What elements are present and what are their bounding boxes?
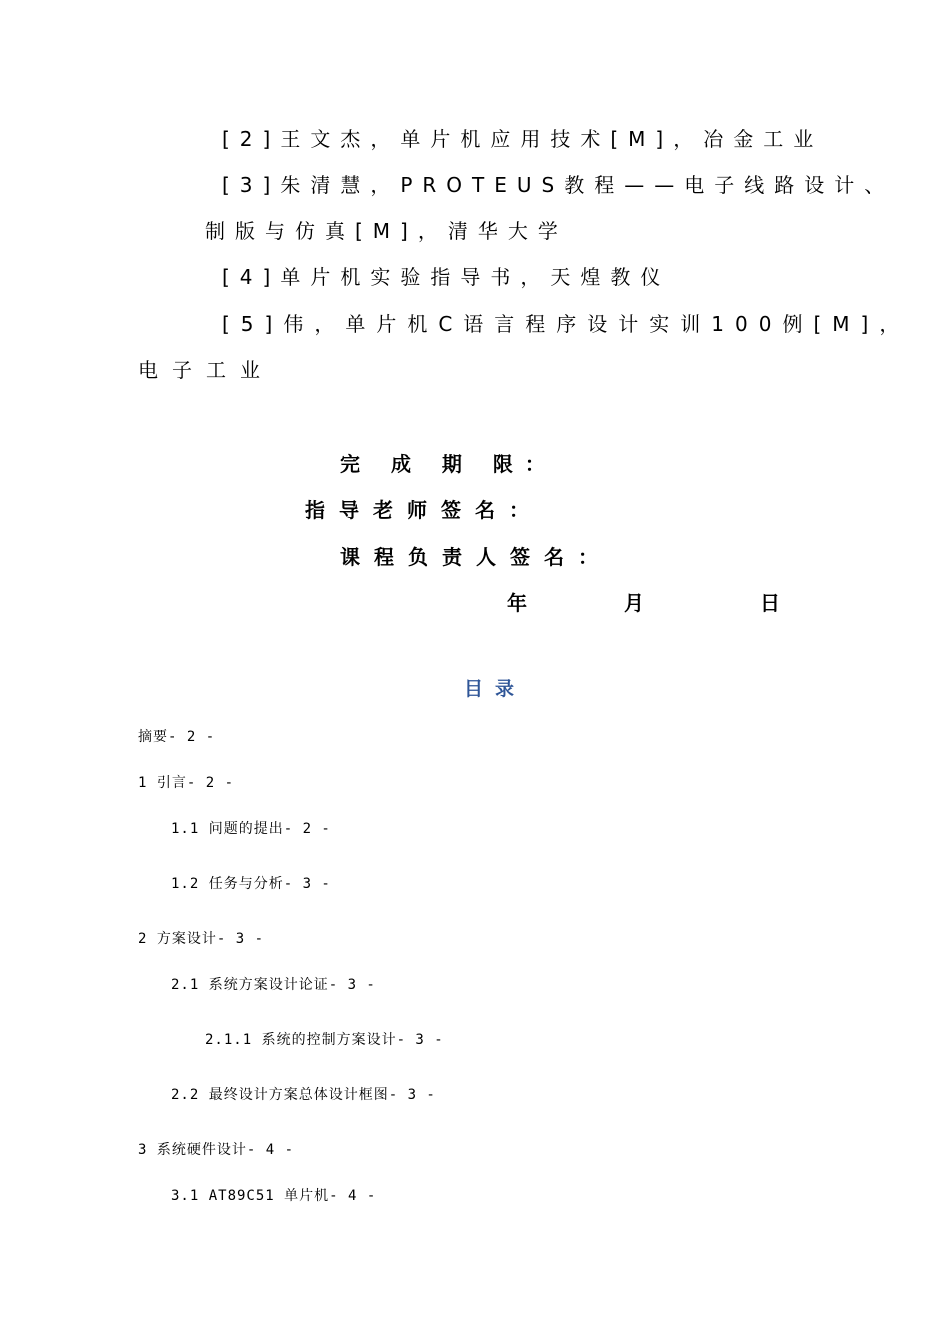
toc-entry[interactable]: 1.2 任务与分析- 3 - — [171, 876, 331, 892]
toc-entry[interactable]: 3.1 AT89C51 单片机- 4 - — [171, 1188, 377, 1204]
reference-3: [3]朱清慧，PROTEUS教程——电子线路设计、 — [222, 173, 895, 197]
reference-5: [5]伟，单片机C语言程序设计实训100例[M]， — [222, 312, 911, 336]
date-year: 年 — [507, 591, 527, 615]
toc-entry[interactable]: 2.1.1 系统的控制方案设计- 3 - — [205, 1032, 444, 1048]
reference-3-cont: 制版与仿真[M]，清华大学 — [205, 219, 568, 243]
toc-entry[interactable]: 1 引言- 2 - — [138, 775, 235, 791]
toc-entry[interactable]: 2.2 最终设计方案总体设计框图- 3 - — [171, 1087, 436, 1103]
reference-2: [2]王文杰，单片机应用技术[M]，冶金工业 — [222, 127, 824, 151]
deadline-label: 完 成 期 限： — [340, 452, 557, 476]
toc-entry[interactable]: 3 系统硬件设计- 4 - — [138, 1142, 295, 1158]
course-leader-signature-label: 课程负责人签名： — [340, 545, 612, 569]
toc-title: 目录 — [463, 678, 526, 700]
toc-entry[interactable]: 摘要- 2 - — [138, 729, 216, 745]
toc-entry[interactable]: 1.1 问题的提出- 2 - — [171, 821, 331, 837]
advisor-signature-label: 指导老师签名： — [305, 498, 543, 522]
date-day: 日 — [760, 591, 780, 615]
reference-4: [4]单片机实验指导书，天煌教仪 — [222, 265, 671, 289]
reference-5-cont: 电子工业 — [138, 358, 274, 382]
date-month: 月 — [624, 591, 644, 615]
toc-entry[interactable]: 2.1 系统方案设计论证- 3 - — [171, 977, 376, 993]
toc-entry[interactable]: 2 方案设计- 3 - — [138, 931, 265, 947]
